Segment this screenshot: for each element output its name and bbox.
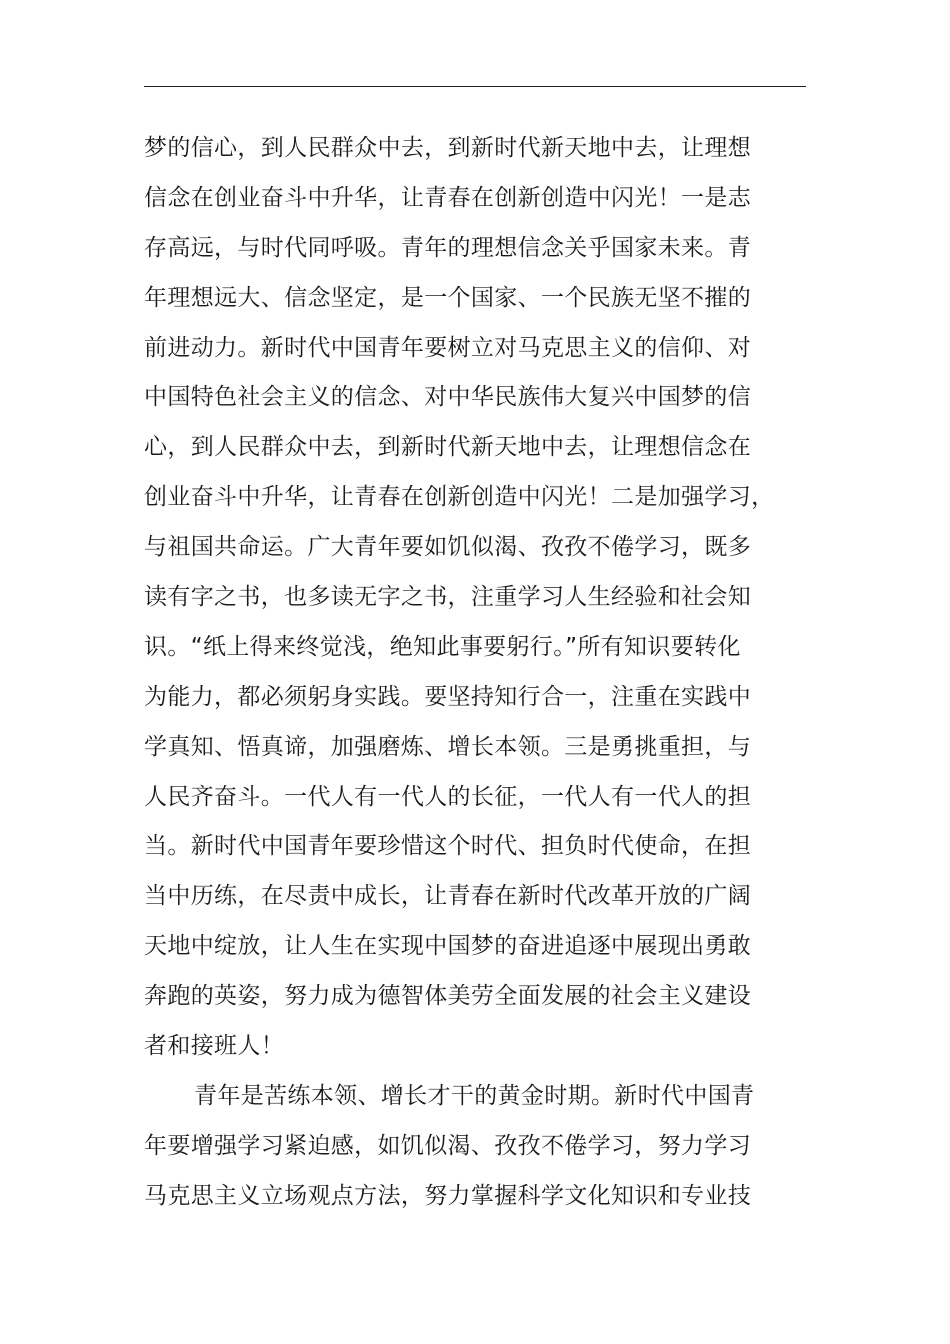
- paragraph-first-line: 青年是苦练本领、增长才干的黄金时期。新时代中国青: [194, 1082, 755, 1109]
- text-line: 存高远，与时代同呼吸。青年的理想信念关乎国家未来。青: [144, 234, 752, 261]
- text-line: 天地中绽放，让人生在实现中国梦的奋进追逐中展现出勇敢: [144, 933, 752, 960]
- text-line: 中国特色社会主义的信念、对中华民族伟大复兴中国梦的信: [144, 384, 752, 411]
- text-line: 奔跑的英姿，努力成为德智体美劳全面发展的社会主义建设: [144, 983, 752, 1010]
- text-line: 前进动力。新时代中国青年要树立对马克思主义的信仰、对: [144, 334, 752, 361]
- text-line: 识。“纸上得来终觉浅，绝知此事要躬行。”所有知识要转化: [144, 633, 741, 660]
- text-line: 与祖国共命运。广大青年要如饥似渴、孜孜不倦学习，既多: [144, 534, 752, 561]
- text-line: 读有字之书，也多读无字之书，注重学习人生经验和社会知: [144, 584, 752, 611]
- text-line: 人民齐奋斗。一代人有一代人的长征，一代人有一代人的担: [144, 783, 752, 810]
- text-line: 梦的信心，到人民群众中去，到新时代新天地中去，让理想: [144, 135, 752, 161]
- text-line: 者和接班人！: [144, 1033, 285, 1060]
- text-line: 心，到人民群众中去，到新时代新天地中去，让理想信念在: [144, 434, 752, 461]
- text-line: 信念在创业奋斗中升华，让青春在创新创造中闪光！一是志: [144, 184, 752, 211]
- text-line: 为能力，都必须躬身实践。要坚持知行合一，注重在实践中: [144, 683, 752, 710]
- header-rule: [144, 86, 806, 87]
- text-line: 创业奋斗中升华，让青春在创新创造中闪光！二是加强学习，: [144, 484, 775, 511]
- text-line: 年要增强学习紧迫感，如饥似渴、孜孜不倦学习，努力学习: [144, 1132, 752, 1159]
- body-text: [144, 124, 806, 1222]
- text-line: 当。新时代中国青年要珍惜这个时代、担负时代使命，在担: [144, 833, 752, 860]
- text-line: 学真知、悟真谛，加强磨炼、增长本领。三是勇挑重担，与: [144, 733, 752, 760]
- text-line: 马克思主义立场观点方法，努力掌握科学文化知识和专业技: [144, 1182, 752, 1209]
- text-line: 年理想远大、信念坚定，是一个国家、一个民族无坚不摧的: [144, 284, 752, 311]
- text-line: 当中历练，在尽责中成长，让青春在新时代改革开放的广阔: [144, 883, 752, 910]
